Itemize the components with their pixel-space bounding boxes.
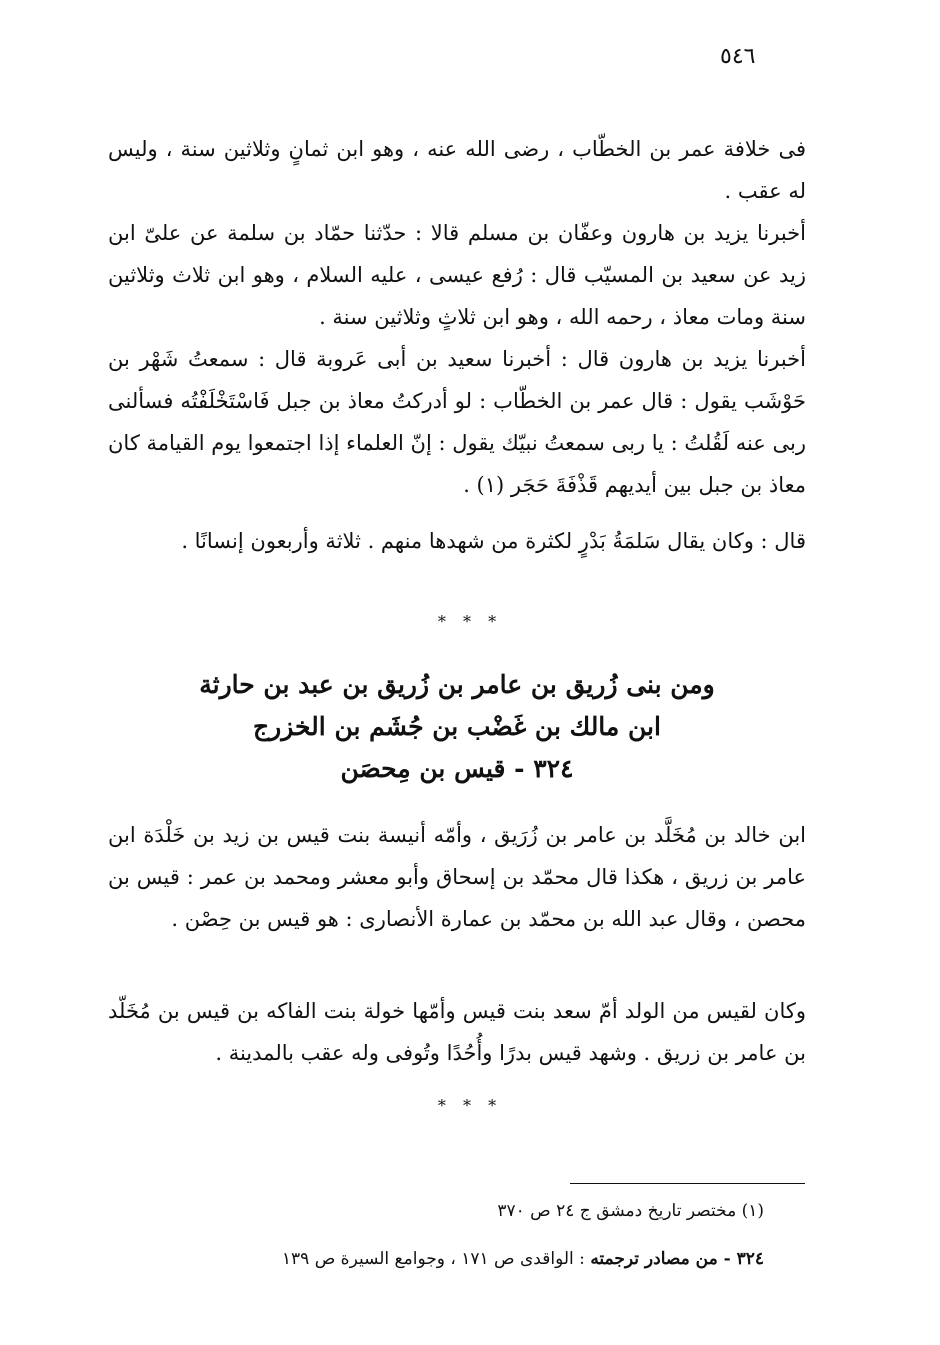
footnote-sources-label: ٣٢٤ - من مصادر ترجمته xyxy=(590,1249,764,1269)
paragraph-6: وكان لقيس من الولد أمّ سعد بنت قيس وأمّها خولة بنت الفاكه بن قيس بن مُخَلّد بن عامر بن زريق . وشهد قيس بدرًا وأُحُدًا وتُوفى وله عقب بالمدينة . xyxy=(108,999,806,1065)
section-heading-line-1: ومن بنى زُريق بن عامر بن زُريق بن عبد بن حارثة xyxy=(199,670,715,699)
paragraph-4: قال : وكان يقال سَلمَةُ بَدْرٍ لكثرة من شهدها منهم . ثلاثة وأربعون إنسانًا . xyxy=(181,529,806,553)
footnote-sources xyxy=(108,1244,764,1274)
footnote-1: (١) مختصر تاريخ دمشق ج ٢٤ ص ٣٧٠ xyxy=(497,1201,764,1221)
paragraph-2: أخبرنا يزيد بن هارون وعفّان بن مسلم قالا : حدّثنا حمّاد بن سلمة عن علىّ ابن زيد عن سعيد بن المسيّب قال : رُفع عيسى ، عليه السلام ، وهو ابن ثلاث وثلاثين سنة ومات معاذ ، رحمه الله ، وهو ابن ثلاثٍ وثلاثين سنة . xyxy=(108,221,806,329)
section-heading-line-3: ٣٢٤ - قيس بن مِحصَن xyxy=(340,754,574,783)
paragraph-5: ابن خالد بن مُخَلَّد بن عامر بن زُرَيق ، وأمّه أنيسة بنت قيس بن زيد بن خَلْدَة ابن عامر بن زريق ، هكذا قال محمّد بن إسحاق وأبو معشر ومحمد بن عمر : قيس بن محصن ، وقال عبد الله بن محمّد بن عمارة الأنصارى : هو قيس بن حِصْن . xyxy=(108,823,806,931)
separator-stars-2: * * * xyxy=(437,1096,503,1115)
paragraph-3: أخبرنا يزيد بن هارون قال : أخبرنا سعيد بن أبى عَروبة قال : سمعتُ شَهْر بن حَوْشَب يقول : قال عمر بن الخطّاب : لو أدركتُ معاذ بن جبل فَاسْتَخْلَفْتُه فسألنى ربى عنه لَقُلتُ : يا ربى سمعتُ نبيّك يقول : إنّ العلماء إذا اجتمعوا يوم القيامة كان معاذ بن جبل بين أيديهم قَذْفَةَ حَجَر (١) . xyxy=(108,347,806,497)
page-number: ٥٤٦ xyxy=(720,44,756,69)
footnote-rule xyxy=(570,1183,805,1184)
paragraph-1: فى خلافة عمر بن الخطّاب ، رضى الله عنه ، وهو ابن ثمانٍ وثلاثين سنة ، وليس له عقب . xyxy=(108,137,806,203)
section-heading-line-2: ابن مالك بن غَضْب بن جُشَم بن الخزرج xyxy=(253,712,661,741)
separator-stars-1: * * * xyxy=(437,612,503,631)
footnote-sources-text: : الواقدى ص ١٧١ ، وجوامع السيرة ص ١٣٩ xyxy=(281,1249,585,1269)
